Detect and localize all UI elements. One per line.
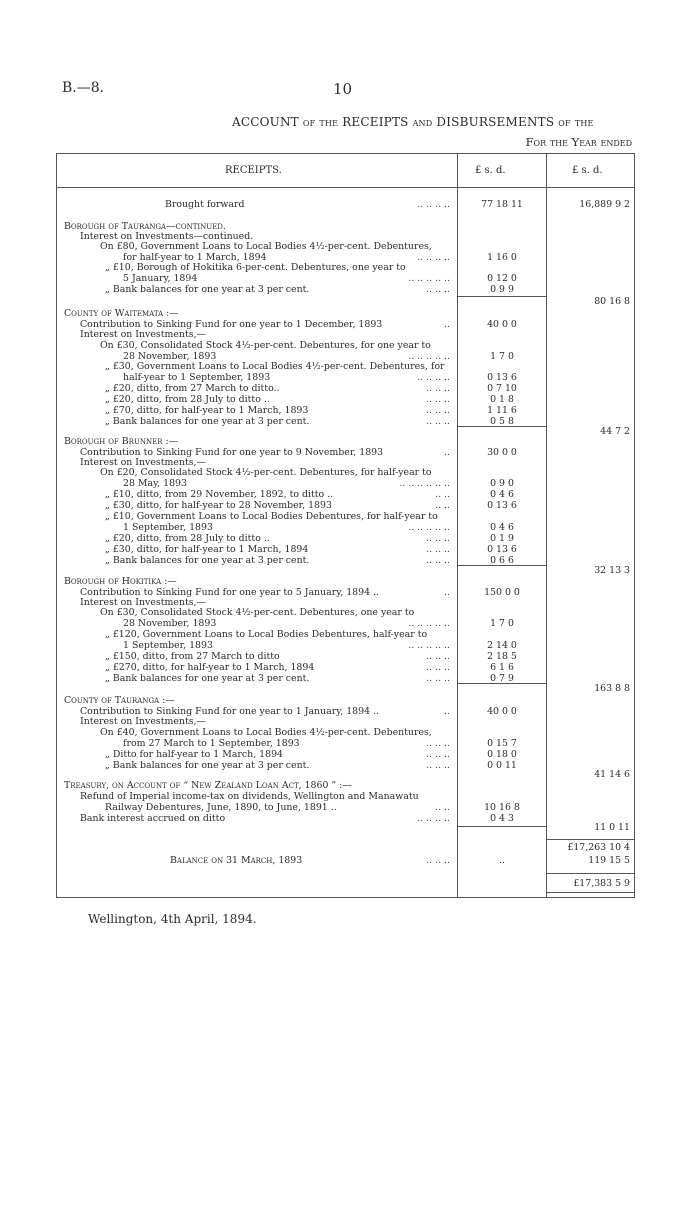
leader-dots: .. .. .. (426, 394, 450, 405)
leader-dots: .. .. .. .. .. (408, 618, 450, 629)
leader-dots: .. (444, 587, 450, 598)
total-rule (546, 839, 634, 840)
row-description: „ Bank balances for one year at 3 per cent. (105, 284, 310, 295)
amount-cell-1: 0 0 11 (487, 760, 517, 771)
amount-cell-1: 1 7 0 (490, 351, 514, 362)
amount-cell-2: 11 0 11 (594, 822, 630, 833)
row-description: Interest on Investments,— (80, 329, 206, 340)
page-number: 10 (333, 80, 353, 98)
leader-dots: .. .. .. .. (417, 252, 450, 263)
leader-dots: .. .. .. .. .. .. (399, 478, 450, 489)
leader-dots: .. .. .. .. .. (408, 640, 450, 651)
row-description: On £80, Government Loans to Local Bodies 4½-per-cent. Debentures, (100, 241, 432, 252)
row-description: „ £30, ditto, for half-year to 1 March, 1894 (105, 544, 309, 555)
leader-dots: .. .. .. .. .. (408, 351, 450, 362)
leader-dots: .. (444, 319, 450, 330)
row-description: 5 January, 1894 (123, 273, 198, 284)
table-top-rule (56, 153, 635, 154)
account-title: ACCOUNT of the RECEIPTS and DISBURSEMENTS of the (232, 115, 594, 129)
amount-cell-1: 0 7 10 (487, 383, 517, 394)
amount-cell-2: 16,889 9 2 (579, 199, 630, 210)
row-description: from 27 March to 1 September, 1893 (123, 738, 300, 749)
leader-dots: .. .. .. (426, 738, 450, 749)
row-description: Borough of Tauranga—continued. (64, 221, 226, 232)
subtotal-rule (457, 296, 547, 297)
amount-cell-1: 2 14 0 (487, 640, 517, 651)
row-description: „ Bank balances for one year at 3 per cent. (105, 673, 310, 684)
row-description: „ Ditto for half-year to 1 March, 1894 (105, 749, 284, 760)
row-description: 28 May, 1893 (123, 478, 187, 489)
leader-dots: .. .. .. (426, 760, 450, 771)
amount-cell-1: 0 4 6 (490, 522, 514, 533)
leader-dots: .. .. .. (426, 383, 450, 394)
amount-cell-1: 150 0 0 (484, 587, 520, 598)
row-description: Interest on Investments,— (80, 716, 206, 727)
row-description: „ £10, ditto, from 29 November, 1892, to ditto .. (105, 489, 334, 500)
amount-cell-2: 41 14 6 (594, 769, 630, 780)
account-subtitle: For the Year ended (525, 135, 632, 149)
leader-dots: .. .. .. (426, 855, 450, 866)
leader-dots: .. .. .. (426, 651, 450, 662)
leader-dots: .. .. .. (426, 416, 450, 427)
row-description: On £40, Government Loans to Local Bodies 4½-per-cent. Debentures, (100, 727, 432, 738)
amount-column-2-header: £ s. d. (572, 165, 603, 176)
row-description: Railway Debentures, June, 1890, to June, 1891 .. (105, 802, 337, 813)
row-description: for half-year to 1 March, 1894 (123, 252, 267, 263)
row-description: „ £30, Government Loans to Local Bodies 4½-per-cent. Debentures, for (105, 361, 445, 372)
row-description: „ £120, Government Loans to Local Bodies Debentures, half-year to (105, 629, 428, 640)
amount-cell-1: 0 12 0 (487, 273, 517, 284)
row-description: 1 September, 1893 (123, 640, 213, 651)
leader-dots: .. .. .. .. (417, 372, 450, 383)
row-description: Interest on Investments,— (80, 597, 206, 608)
amount-cell-2: 80 16 8 (594, 296, 630, 307)
row-description: Bank interest accrued on ditto (80, 813, 226, 824)
table-right-border (634, 153, 635, 897)
amount-cell-1: 40 0 0 (487, 706, 517, 717)
row-description: 1 September, 1893 (123, 522, 213, 533)
leader-dots: .. .. .. (426, 662, 450, 673)
amount-cell-1: .. (499, 855, 505, 866)
amount-cell-1: 40 0 0 (487, 319, 517, 330)
leader-dots: .. (444, 447, 450, 458)
amount-cell-2: 163 8 8 (594, 683, 630, 694)
leader-dots: .. .. .. .. .. (408, 522, 450, 533)
leader-dots: .. .. (435, 500, 450, 511)
amount-cell-1: 30 0 0 (487, 447, 517, 458)
row-description: „ £10, Borough of Hokitika 6-per-cent. Debentures, one year to (105, 262, 406, 273)
leader-dots: .. (444, 706, 450, 717)
leader-dots: .. .. .. .. (417, 199, 450, 210)
leader-dots: .. .. .. (426, 544, 450, 555)
amount-cell-2: 119 15 5 (588, 855, 630, 866)
leader-dots: .. .. .. (426, 555, 450, 566)
amount-cell-1: 0 9 0 (490, 478, 514, 489)
row-description: „ £20, ditto, from 27 March to ditto.. (105, 383, 280, 394)
leader-dots: .. .. .. (426, 284, 450, 295)
amount-cell-1: 0 9 9 (490, 284, 514, 295)
row-description: half-year to 1 September, 1893 (123, 372, 271, 383)
amount-cell-1: 77 18 11 (481, 199, 523, 210)
amount-cell-2: £17,263 10 4 (567, 842, 630, 853)
grand-total-rule-bottom (546, 892, 634, 893)
amount-cell-1: 0 18 0 (487, 749, 517, 760)
row-description: Balance on 31 March, 1893 (170, 855, 303, 866)
footer-place-date: Wellington, 4th April, 1894. (88, 912, 257, 926)
leader-dots: .. .. .. (426, 405, 450, 416)
amount-cell-1: 0 13 6 (487, 500, 517, 511)
row-description: „ £30, ditto, for half-year to 28 November, 1893 (105, 500, 332, 511)
amount-cell-1: 0 15 7 (487, 738, 517, 749)
row-description: County of Tauranga :— (64, 695, 175, 706)
amount-cell-1: 1 7 0 (490, 618, 514, 629)
amount-cell-1: 0 5 8 (490, 416, 514, 427)
row-description: „ £70, ditto, for half-year to 1 March, 1893 (105, 405, 309, 416)
amount-cell-2: 32 13 3 (594, 565, 630, 576)
subtotal-rule (457, 826, 547, 827)
amount-column-1-header: £ s. d. (475, 165, 506, 176)
leader-dots: .. .. .. .. (417, 813, 450, 824)
row-description: 28 November, 1893 (123, 351, 217, 362)
leader-dots: .. .. .. (426, 749, 450, 760)
amount-cell-1: 6 1 6 (490, 662, 514, 673)
row-description: Contribution to Sinking Fund for one year to 1 January, 1894 .. (80, 706, 380, 717)
table-header-rule (56, 187, 635, 188)
amount-cell-1: 0 13 6 (487, 372, 517, 383)
row-description: On £30, Consolidated Stock 4½-per-cent. Debentures, for one year to (100, 340, 431, 351)
amount-cell-1: 0 13 6 (487, 544, 517, 555)
row-description: „ £20, ditto, from 28 July to ditto .. (105, 394, 270, 405)
amount-cell-1: 2 18 5 (487, 651, 517, 662)
amount-cell-1: 0 1 9 (490, 533, 514, 544)
leader-dots: .. .. .. .. .. (408, 273, 450, 284)
leader-dots: .. .. .. (426, 533, 450, 544)
row-description: „ Bank balances for one year at 3 per cent. (105, 760, 310, 771)
receipts-column-header: RECEIPTS. (225, 165, 282, 176)
amount-cell-2: 44 7 2 (600, 426, 630, 437)
amount-cell-1: 1 16 0 (487, 252, 517, 263)
row-description: Treasury, on Account of “ New Zealand Loan Act, 1860 ” :— (64, 780, 352, 791)
row-description: Borough of Brunner :— (64, 436, 178, 447)
table-left-border (56, 153, 57, 897)
row-description: „ Bank balances for one year at 3 per cent. (105, 416, 310, 427)
row-description: „ £150, ditto, from 27 March to ditto (105, 651, 280, 662)
document-code: B.—8. (62, 80, 105, 96)
leader-dots: .. .. (435, 802, 450, 813)
amount-cell-1: 0 7 9 (490, 673, 514, 684)
row-description: On £20, Consolidated Stock 4½-per-cent. Debentures, for half-year to (100, 467, 432, 478)
row-description: „ £20, ditto, from 28 July to ditto .. (105, 533, 270, 544)
row-description: „ Bank balances for one year at 3 per cent. (105, 555, 310, 566)
amount-cell-2: £17,383 5 9 (573, 878, 630, 889)
row-description: Interest on Investments—continued. (80, 231, 254, 242)
row-description: Contribution to Sinking Fund for one year to 1 December, 1893 (80, 319, 383, 330)
amount-cell-1: 10 16 8 (484, 802, 520, 813)
grand-total-rule-top (546, 873, 634, 874)
row-description: Contribution to Sinking Fund for one year to 5 January, 1894 .. (80, 587, 380, 598)
leader-dots: .. .. .. (426, 673, 450, 684)
amount-cell-1: 1 11 6 (487, 405, 517, 416)
amount-cell-1: 0 4 6 (490, 489, 514, 500)
row-description: „ £270, ditto, for half-year to 1 March, 1894 (105, 662, 315, 673)
row-description: Contribution to Sinking Fund for one year to 9 November, 1893 (80, 447, 384, 458)
table-bottom-rule (56, 897, 635, 898)
row-description: Interest on Investments,— (80, 457, 206, 468)
row-description: Borough of Hokitika :— (64, 576, 177, 587)
col-divider-2 (546, 153, 547, 897)
amount-cell-1: 0 1 8 (490, 394, 514, 405)
row-description: On £30, Consolidated Stock 4½-per-cent. Debentures, one year to (100, 607, 415, 618)
row-description: 28 November, 1893 (123, 618, 217, 629)
row-description: Refund of Imperial income-tax on dividends, Wellington and Manawatu (80, 791, 419, 802)
row-description: Brought forward (165, 199, 245, 210)
row-description: „ £10, Government Loans to Local Bodies Debentures, for half-year to (105, 511, 438, 522)
leader-dots: .. .. (435, 489, 450, 500)
amount-cell-1: 0 6 6 (490, 555, 514, 566)
amount-cell-1: 0 4 3 (490, 813, 514, 824)
row-description: County of Waitemata :— (64, 308, 179, 319)
